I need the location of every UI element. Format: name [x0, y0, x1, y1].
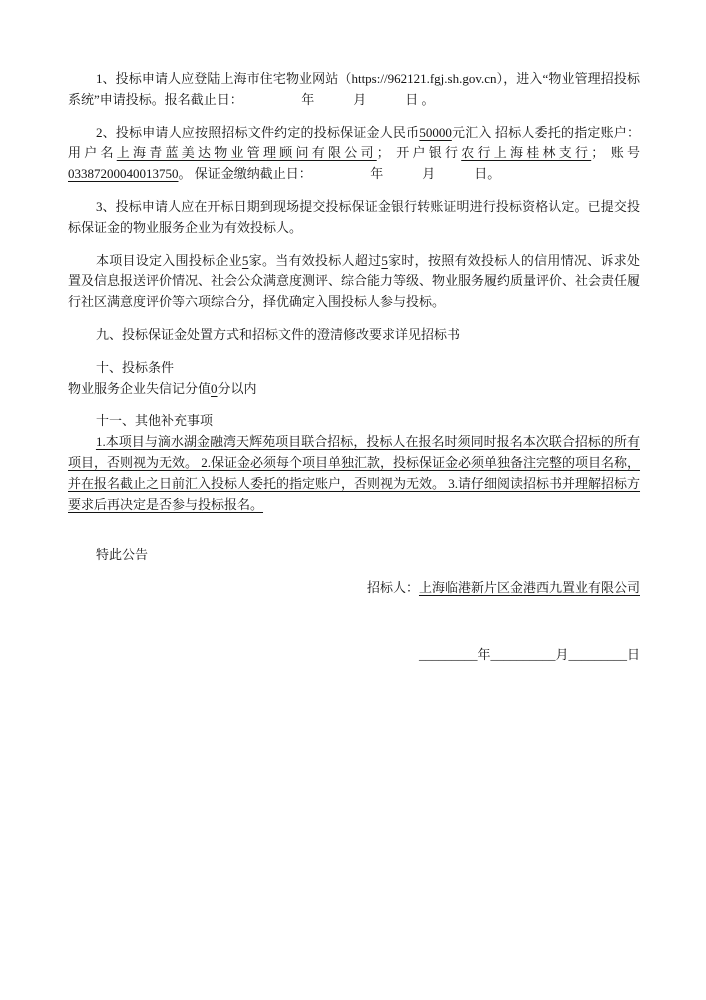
tenderer-line [68, 578, 640, 599]
announcement-closing [68, 545, 640, 566]
section-11-heading [68, 411, 640, 432]
text-run: 月 [555, 646, 569, 662]
text-run: 物业服务企业失信记分值 [68, 380, 212, 396]
text-run: 年 [477, 646, 491, 662]
account-holder-name: 上海青蓝美达物业管理顾问有限公司 [116, 145, 377, 161]
text-run: 招标人： [366, 580, 419, 596]
website-url: https://962121.fgj.sh.gov.cn [351, 71, 497, 86]
date-line [68, 645, 640, 666]
bank-name: 农行上海桂林支行 [461, 145, 592, 161]
credit-score-limit: 0 [211, 380, 218, 396]
supplementary-notes: 1.本项目与滴水湖金融湾天辉苑项目联合招标，投标人在报名时须同时报名本次联合招标的所有项目，否则视为无效。 2.保证金必须每个项目单独汇款，投标保证金必须单独备注完整的项目名称，并在报名截止之日前汇入投标人委托的指定账户，否则视为无效。 3.请仔细阅读招标书并理解招标方要求后再决定是否参与投标报名。 [68, 434, 641, 512]
text-run: 1、投标申请人应登陆上海市住宅物业网站（ [95, 71, 352, 86]
text-run: 2、投标申请人应按照招标文件约定的投标保证金人民币 [95, 124, 420, 140]
text-run: 本项目设定入围投标企业 [95, 252, 242, 268]
month-blank: __________ [490, 646, 556, 662]
text-run: 元汇入 招标人委托的指定账户： 用户名 [68, 124, 640, 161]
text-run: ； 开户银行 [376, 145, 462, 161]
text-run: ； 账号 [591, 145, 640, 161]
text-run: 。 保证金缴纳截止日： 年 月 日。 [178, 166, 501, 182]
para-3-qualification [68, 197, 640, 239]
day-blank: _________ [568, 646, 627, 662]
text-run: 十一、其他补充事项 [95, 413, 213, 429]
section-11-body [68, 432, 640, 515]
text-run: 家。当有效投标人超过 [248, 252, 382, 268]
text-run: 家时，按照有效投标人的信用情况、诉求处置及信息报送评价情况、社会公众满意度测评、综合能力等级、物业服务履约质量评价、社会责任履行社区满意度评价等六项综合分，择优确定入围投标人参与投标。 [68, 252, 641, 310]
shortlist-threshold: 5 [381, 252, 388, 268]
para-1-registration [68, 69, 640, 111]
para-2-deposit [68, 123, 640, 185]
deposit-amount: 50000 [419, 124, 452, 140]
account-number: 03387200040013750 [68, 166, 179, 182]
section-10-body [68, 379, 640, 400]
text-run: 分以内 [217, 380, 257, 396]
text-run: 日 [626, 646, 640, 662]
text-run: 特此公告 [95, 547, 148, 563]
shortlist-count: 5 [241, 252, 249, 268]
section-10-heading [68, 358, 640, 379]
year-blank: _________ [418, 646, 478, 662]
text-run: 九、投标保证金处置方式和招标文件的澄清修改要求详见招标书 [95, 326, 460, 342]
text-run: 十、投标条件 [95, 359, 174, 375]
document-body [68, 69, 640, 666]
text-run: ），进入“物业管理招投标系统”申请投标。报名截止日： 年 月 日 。 [68, 71, 640, 107]
tenderer-name: 上海临港新片区金港西九置业有限公司 [418, 580, 640, 596]
section-9-heading [68, 325, 640, 346]
para-4-shortlist [68, 251, 640, 313]
text-run: 3、投标申请人应在开标日期到现场提交投标保证金银行转账证明进行投标资格认定。已提交投标保证金的物业服务企业为有效投标人。 [68, 198, 640, 235]
